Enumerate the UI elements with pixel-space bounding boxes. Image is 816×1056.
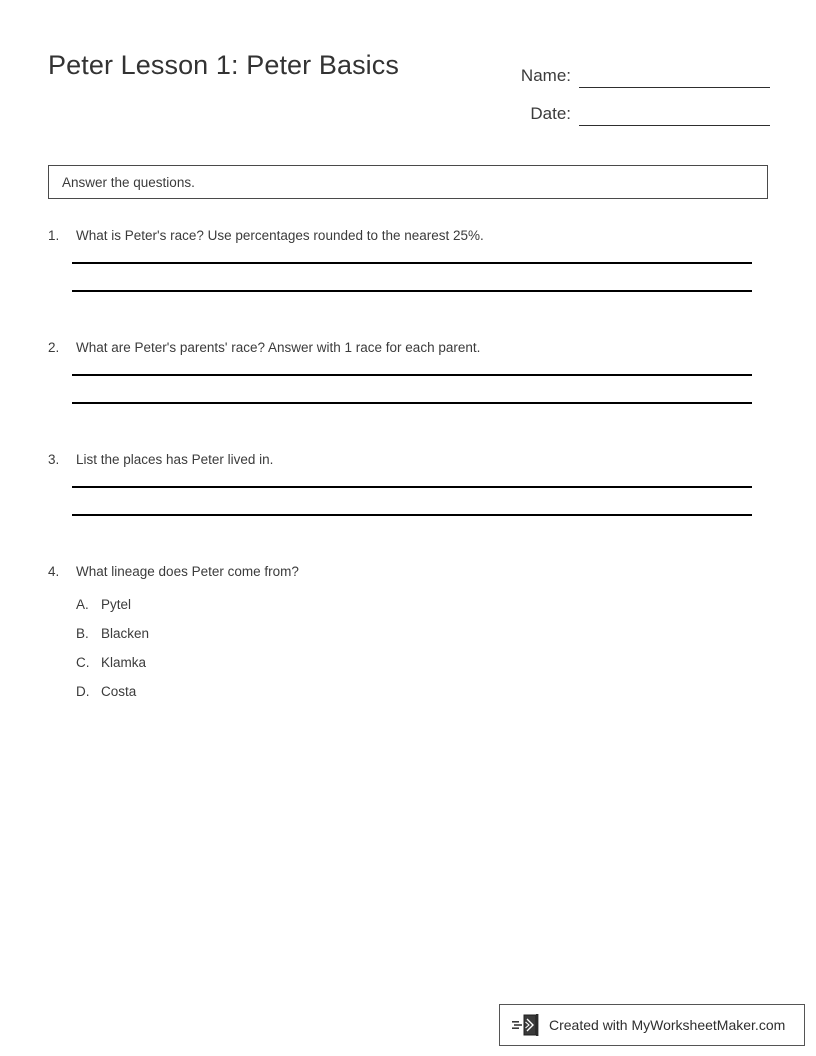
answer-line[interactable] — [72, 374, 752, 376]
name-field-row — [440, 50, 770, 88]
question-text: What is Peter's race? Use percentages rounded to the nearest 25%. — [76, 228, 484, 243]
choice-option-d[interactable] — [76, 684, 816, 713]
question-item — [0, 452, 816, 564]
question-text: What are Peter's parents' race? Answer with 1 race for each parent. — [76, 340, 481, 355]
choice-option-b[interactable] — [76, 626, 816, 655]
page-title: Peter Lesson 1: Peter Basics — [48, 50, 399, 80]
date-field-label: Date: — [530, 104, 571, 123]
student-meta-fields — [440, 50, 770, 126]
question-number: 4. — [48, 564, 60, 579]
question-header — [0, 564, 816, 579]
answer-lines — [0, 243, 816, 292]
question-number: 1. — [48, 228, 60, 243]
choice-letter: A. — [76, 597, 89, 612]
choice-label: Pytel — [101, 597, 132, 612]
worksheet-maker-badge-text: Created with MyWorksheetMaker.com — [549, 1017, 786, 1033]
choice-letter: D. — [76, 684, 90, 699]
choice-option-a[interactable] — [76, 597, 816, 626]
choice-letter: B. — [76, 626, 89, 641]
worksheet-maker-logo-icon — [512, 1013, 542, 1037]
name-field-label: Name: — [520, 66, 571, 85]
question-header — [0, 228, 816, 243]
question-number: 2. — [48, 340, 60, 355]
choice-label: Costa — [101, 684, 137, 699]
answer-lines — [0, 467, 816, 516]
answer-line[interactable] — [72, 514, 752, 516]
question-item — [0, 564, 816, 713]
choice-option-c[interactable] — [76, 655, 816, 684]
answer-lines — [0, 355, 816, 404]
worksheet-header — [0, 0, 816, 140]
date-input-rule[interactable] — [579, 103, 770, 126]
question-header — [0, 452, 816, 467]
instruction-text: Answer the questions. — [62, 174, 195, 190]
answer-line[interactable] — [72, 402, 752, 404]
question-item — [0, 228, 816, 340]
worksheet-maker-badge[interactable] — [499, 1004, 805, 1046]
choice-label: Blacken — [101, 626, 150, 641]
question-item — [0, 340, 816, 452]
question-text: What lineage does Peter come from? — [76, 564, 299, 579]
question-header — [0, 340, 816, 355]
instruction-box — [48, 165, 768, 199]
date-field-row — [440, 88, 770, 126]
choice-list — [0, 579, 816, 713]
choice-letter: C. — [76, 655, 90, 670]
question-text: List the places has Peter lived in. — [76, 452, 274, 467]
name-input-rule[interactable] — [579, 65, 770, 88]
choice-label: Klamka — [101, 655, 147, 670]
answer-line[interactable] — [72, 290, 752, 292]
question-list — [0, 228, 816, 713]
question-number: 3. — [48, 452, 60, 467]
answer-line[interactable] — [72, 486, 752, 488]
answer-line[interactable] — [72, 262, 752, 264]
